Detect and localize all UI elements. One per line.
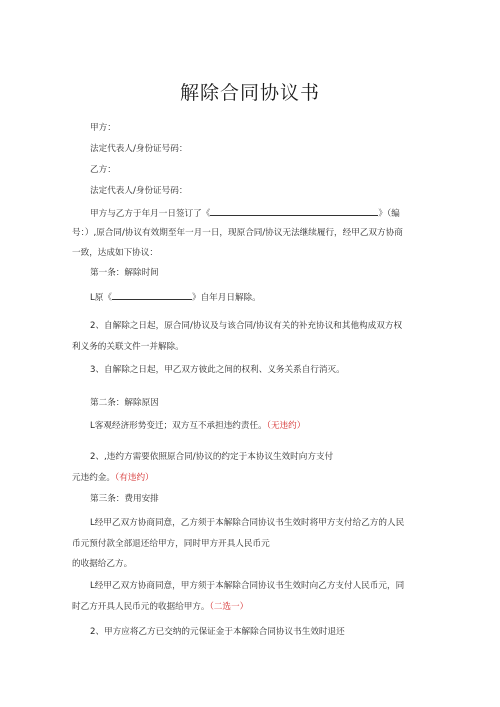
article-1-heading: 第一条：解除时间 bbox=[90, 268, 159, 278]
article-3-clause-1-line-1: L经甲乙双方协商同意，乙方须于本解除合同协议书生效时将甲方支付给乙方的人民 bbox=[90, 518, 405, 528]
article-2-clause-2-line-2-text: 元违约金。 bbox=[72, 473, 115, 483]
choose-one-tag: （二选一） bbox=[209, 602, 249, 612]
original-contract-blank bbox=[112, 290, 192, 300]
intro-line-1-text: 甲方与乙方于年月一日签订了《 bbox=[90, 209, 211, 219]
breach-tag: （有违约） bbox=[114, 473, 154, 483]
article-3-clause-3: 2、甲方应将乙方已交纳的元保证金于本解除合同协议书生效时退还 bbox=[90, 627, 345, 637]
contract-name-blank bbox=[210, 206, 378, 216]
article-1-clause-2-line-2: 利义务的关联文件一并解除。 bbox=[72, 342, 184, 352]
intro-line-2: 号：）,原合同/协议有效期至年一月一日，现原合同/协议无法继续履行，经甲乙双方协商 bbox=[72, 228, 403, 238]
article-3-clause-2-line-2 bbox=[72, 601, 417, 613]
article-3-clause-2-line-1: L经甲乙双方协商同意，甲方须于本解除合同协议书生效时向乙方支付人民币元，同 bbox=[90, 581, 405, 591]
article-1-clause-3: 3、自解除之日起，甲乙双方彼此之间的权利、义务关系自行消灭。 bbox=[90, 365, 345, 375]
article-2-heading: 第二条：解除原因 bbox=[90, 398, 159, 408]
party-a-label: 甲方： bbox=[90, 123, 116, 133]
article-1-clause-1 bbox=[90, 290, 435, 304]
intro-line-1-suffix: 》（编 bbox=[378, 209, 400, 219]
document-title: 解除合同协议书 bbox=[179, 82, 320, 104]
article-3-clause-2-line-2-text: 时乙方开具人民币元的收据给甲方。 bbox=[72, 602, 210, 612]
article-2-clause-1 bbox=[90, 420, 435, 432]
article-3-clause-1-line-2: 币元预付款全部退还给甲方，同时甲方开具人民币元 bbox=[72, 539, 270, 549]
intro-line-3: 一致，达成如下协议： bbox=[72, 248, 158, 258]
article-3-heading: 第三条：费用安排 bbox=[90, 494, 159, 504]
party-b-label: 乙方： bbox=[90, 165, 116, 175]
party-b-representative-label: 法定代表人/身份证号码： bbox=[90, 186, 188, 196]
article-1-clause-1-suffix: 》自年月日解除。 bbox=[191, 293, 261, 303]
article-1-clause-2-line-1: 2、自解除之日起，原合同/协议及与该合同/协议有关的补充协议和其他构成双方权 bbox=[90, 321, 403, 331]
no-breach-tag: （无违约） bbox=[266, 421, 306, 431]
intro-line-1 bbox=[90, 206, 435, 220]
party-a-representative-label: 法定代表人/身份证号码： bbox=[90, 144, 188, 154]
article-1-clause-1-text: L原《 bbox=[90, 293, 112, 303]
article-2-clause-2-line-1: 2、,违约方需要依照原合同/协议的约定于本协议生效时向方支付 bbox=[90, 452, 334, 462]
article-2-clause-1-text: L客观经济形势变迁；双方互不承担违约责任。 bbox=[90, 421, 267, 431]
article-2-clause-2-line-2 bbox=[72, 472, 417, 484]
article-3-clause-1-line-3: 的收据给乙方。 bbox=[72, 559, 133, 569]
